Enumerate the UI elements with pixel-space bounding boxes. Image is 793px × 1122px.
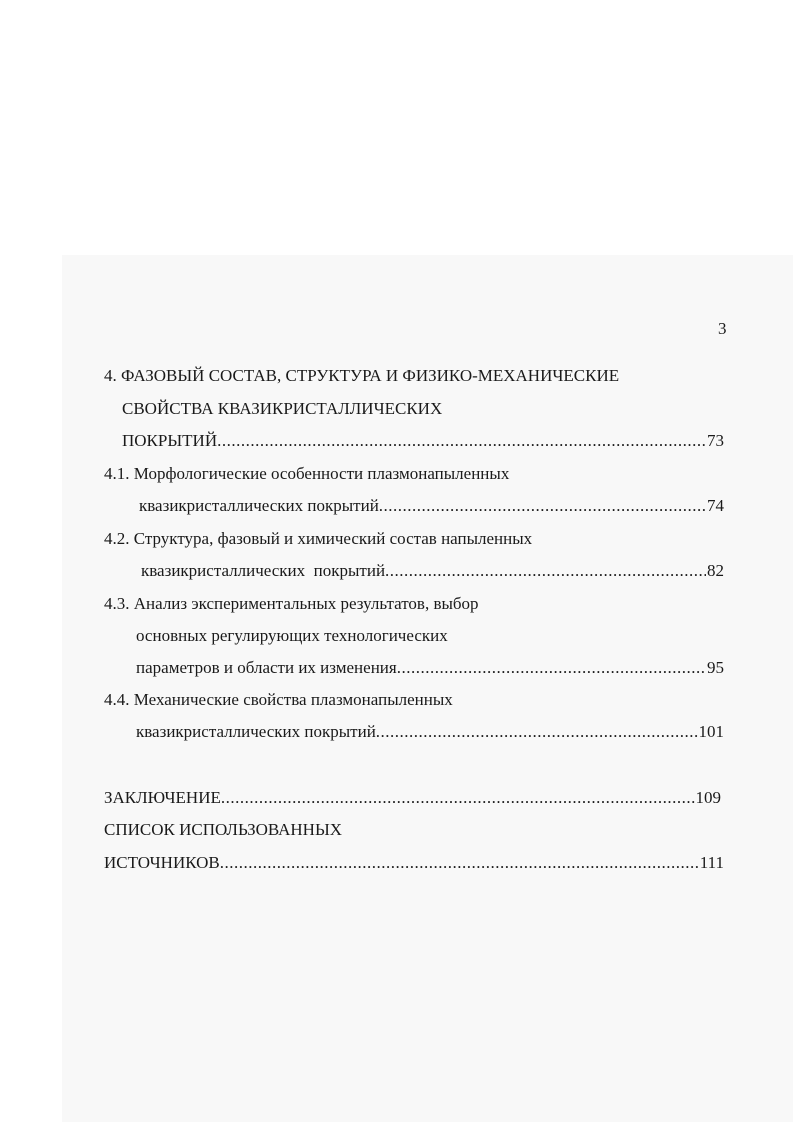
leader-dots — [221, 788, 695, 808]
toc-section41-title-line2: квазикристаллических покрытий — [139, 496, 379, 515]
toc-section42-page: 82 — [707, 561, 724, 580]
toc-references-page: 111 — [699, 853, 724, 872]
toc-conclusion-entry — [104, 788, 721, 808]
toc-section41-title-line1: 4.1. Морфологические особенности плазмонапыленных — [104, 464, 510, 483]
toc-chapter4-title-line2: СВОЙСТВА КВАЗИКРИСТАЛЛИЧЕСКИХ — [122, 399, 443, 418]
toc-chapter4-title-line3: ПОКРЫТИЙ — [122, 431, 218, 450]
toc-chapter4-entry — [122, 431, 724, 451]
leader-dots — [220, 853, 699, 873]
toc-section41-entry — [139, 496, 724, 516]
toc-section41-page: 74 — [707, 496, 724, 515]
toc-section44-title-line1: 4.4. Механические свойства плазмонапыленных — [104, 690, 453, 709]
toc-conclusion-page: 109 — [695, 788, 721, 807]
toc-section42-title-line2: квазикристаллических покрытий — [141, 561, 386, 580]
toc-section43-page: 95 — [707, 658, 724, 677]
toc-section42-title-line1: 4.2. Структура, фазовый и химический состав напыленных — [104, 529, 533, 548]
leader-dots — [379, 496, 706, 516]
toc-section42-entry — [141, 561, 724, 581]
leader-dots — [397, 658, 706, 678]
toc-section43-title-line3: параметров и области их изменения — [136, 658, 397, 677]
leader-dots — [376, 722, 698, 742]
toc-section44-entry — [136, 722, 724, 742]
toc-conclusion-title: ЗАКЛЮЧЕНИЕ — [104, 788, 221, 807]
toc-references-title-line2: ИСТОЧНИКОВ — [104, 853, 220, 872]
leader-dots — [385, 561, 706, 581]
toc-references-title-line1: СПИСОК ИСПОЛЬЗОВАННЫХ — [104, 820, 343, 839]
toc-section43-entry — [136, 658, 724, 678]
leader-dots — [217, 431, 706, 451]
page-number: 3 — [718, 319, 727, 338]
toc-section43-title-line2: основных регулирующих технологических — [136, 626, 448, 645]
toc-section44-title-line2: квазикристаллических покрытий — [136, 722, 376, 741]
toc-chapter4-title-line1: 4. ФАЗОВЫЙ СОСТАВ, СТРУКТУРА И ФИЗИКО-МЕХАНИЧЕСКИЕ — [104, 366, 620, 385]
toc-chapter4-page: 73 — [707, 431, 724, 450]
toc-section43-title-line1: 4.3. Анализ экспериментальных результатов, выбор — [104, 594, 479, 613]
toc-references-entry — [104, 853, 724, 873]
toc-section44-page: 101 — [698, 722, 724, 741]
